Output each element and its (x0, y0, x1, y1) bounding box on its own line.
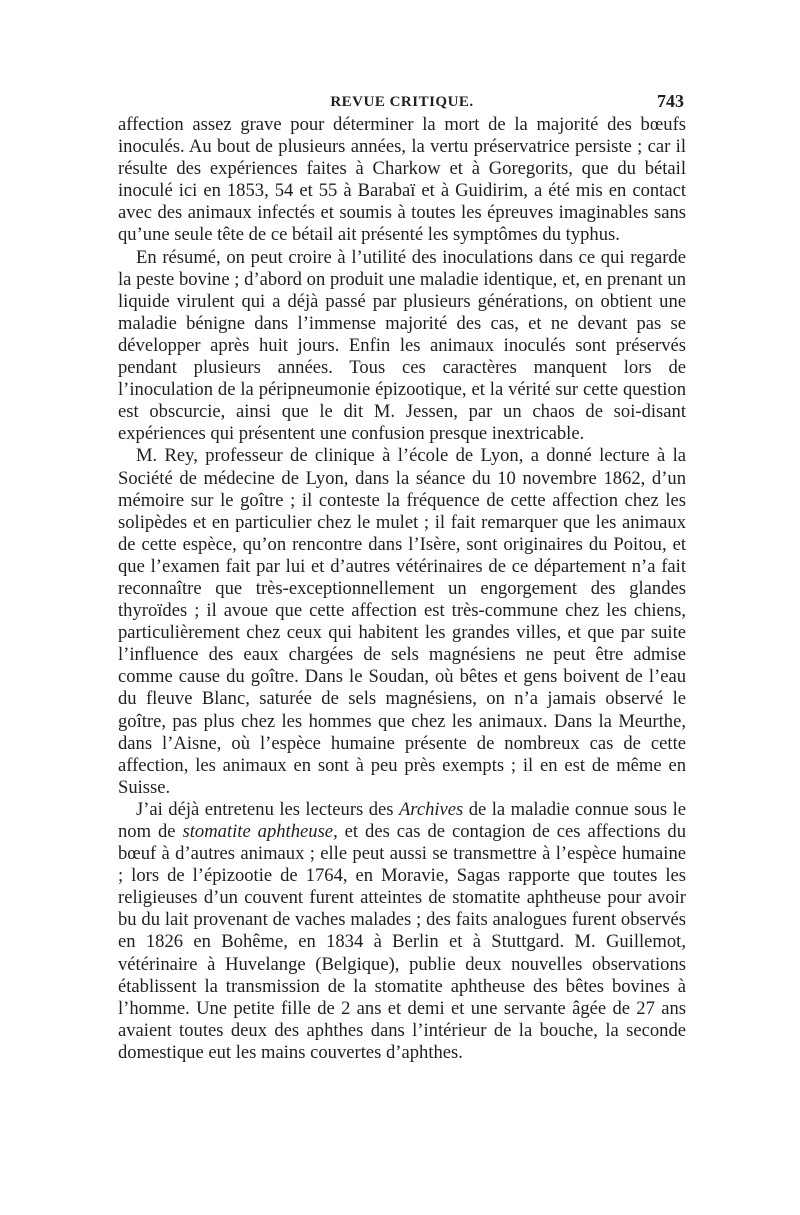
paragraph-text: M. Rey, professeur de clinique à l’école de Lyon, a donné lecture à la Société de médecine de Lyon, dans la séance du 10 novembre 1862, d’un mémoire sur le goître ; il conteste la fréquence de cette affection chez les solipèdes et en particulier chez le mulet ; il fait remarquer que les animaux de cette espèce, qu’on rencontre dans l’Isère, sont originaires du Poitou, et que l’examen fait par lui et d’autres vétérinaires de ce département n’a fait reconnaître que très-exceptionnellement un engorgement des glandes thyroïdes ; il avoue que cette affection est très-commune chez les chiens, particulièrement chez ceux qui habitent les grandes villes, et que par suite l’influence des eaux chargées de sels magnésiens ne peut être admise comme cause du goître. Dans le Soudan, où bêtes et gens boivent de l’eau du fleuve Blanc, saturée de sels magnésiens, on n’a jamais observé le goître, pas plus chez les hommes que chez les animaux. Dans la Meurthe, dans l’Aisne, où l’espèce humaine présente de nombreux cas de cette affection, les animaux en sont à peu près exempts ; il en est de même en Suisse. (118, 445, 686, 798)
paragraph-text: J’ai déjà entretenu les lecteurs des (136, 798, 399, 820)
paragraph-3 (118, 445, 686, 799)
page-number: 743 (657, 91, 684, 111)
paragraph-text: En résumé, on peut croire à l’utilité des inoculations dans ce qui regarde la peste bovine ; d’abord on produit une maladie identique, et, en prenant un liquide virulent qui a déjà passé par plusieurs générations, on obtient une maladie bénigne dans l’immense majorité des cas, et ne devant pas se développer après huit jours. Enfin les animaux inoculés sont préservés pendant plusieurs années. Tous ces caractères manquent lors de l’inoculation de la péripneumonie épizootique, et la vérité sur cette question est obscurcie, ainsi que le dit M. Jessen, par un chaos de soi-disant expériences qui présentent une confusion presque inextricable. (118, 246, 686, 445)
paragraph-text: de la maladie connue sous le nom de (118, 798, 686, 842)
page-header (118, 78, 686, 114)
paragraph-text: affection assez grave pour déterminer la mort de la majorité des bœufs inoculés. Au bout de plusieurs années, la vertu préservatrice persiste ; car il résulte des expériences faites à Charkow et à Goregorits, que du bétail inoculé ici en 1853, 54 et 55 à Barabaï et à Guidirim, a été mis en contact avec des animaux infectés et soumis à toutes les épreuves imaginables sans qu’une seule tête de ce bétail ait présenté les symptômes du typhus. (118, 114, 686, 246)
italic-term-stomatite: stomatite aphtheuse (182, 821, 334, 842)
body-text (118, 114, 686, 1064)
paragraph-2 (118, 247, 686, 446)
italic-title-archives: Archives (398, 798, 464, 820)
paragraph-text: , et des cas de contagion de ces affections du bœuf à d’autres animaux ; elle peut aussi se transmettre à l’espèce humaine ; lors de l’épizootie de 1764, en Moravie, Sagas rapporte que toutes les religieuses d’un couvent furent atteintes de stomatite aphtheuse pour avoir bu du lait provenant de vaches malades ; des faits analogues furent observés en 1826 en Bohême, en 1834 à Berlin et à Stuttgard. M. Guillemot, vétérinaire à Huvelange (Belgique), publie deux nouvelles observations établissent la transmission de la stomatite aphtheuse des bêtes bovines à l’homme. Une petite fille de 2 ans et demi et une servante âgée de 27 ans avaient toutes deux des aphthes dans l’intérieur de la bouche, la seconde domestique eut les mains couvertes d’aphthes. (118, 821, 687, 1063)
document-page (118, 78, 686, 1178)
paragraph-4 (118, 799, 686, 1064)
paragraph-1 (118, 114, 686, 247)
running-head: REVUE CRITIQUE. (330, 94, 474, 110)
